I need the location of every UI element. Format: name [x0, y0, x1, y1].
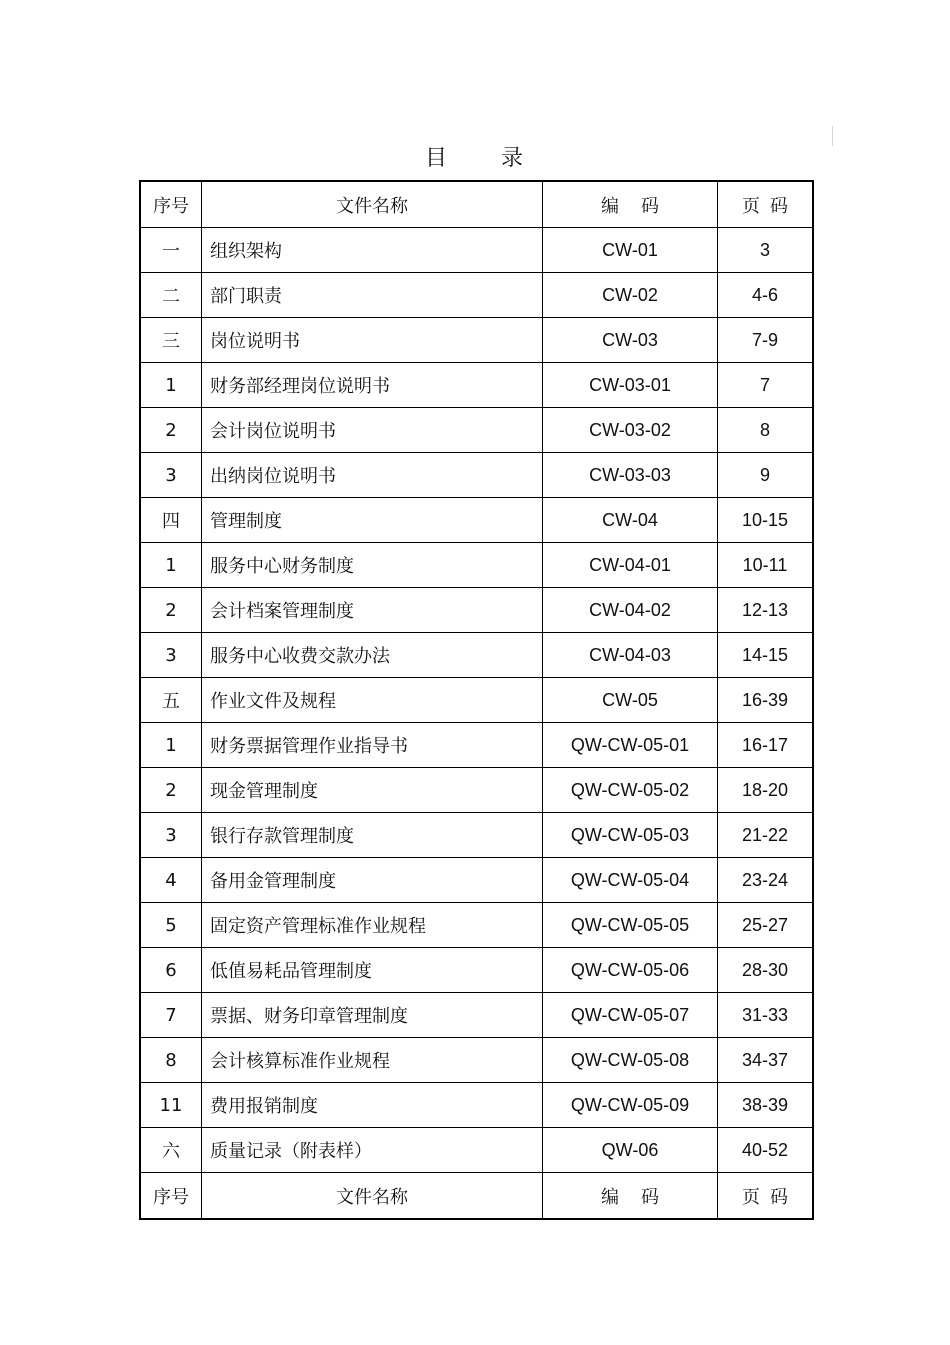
table-row: [140, 588, 813, 633]
header-name: 文件名称: [202, 181, 543, 228]
table-row: [140, 1128, 813, 1173]
row-code: QW-CW-05-06: [543, 948, 718, 993]
row-pages: 7-9: [718, 318, 814, 363]
row-code: CW-03-03: [543, 453, 718, 498]
row-pages: 40-52: [718, 1128, 814, 1173]
row-name: 现金管理制度: [202, 768, 543, 813]
title-char-1: 目: [424, 146, 449, 171]
row-name: 管理制度: [202, 498, 543, 543]
footer-code-b: 码: [641, 1186, 659, 1207]
row-pages: 3: [718, 228, 814, 273]
row-pages: 10-15: [718, 498, 814, 543]
table-header-row: [140, 181, 813, 228]
row-code: CW-03-01: [543, 363, 718, 408]
table-row: [140, 498, 813, 543]
row-name: 质量记录（附表样）: [202, 1128, 543, 1173]
table-row: [140, 543, 813, 588]
header-page: [718, 181, 814, 228]
table-of-contents: [139, 180, 814, 1220]
table-row: [140, 273, 813, 318]
table-row: [140, 813, 813, 858]
table-row: [140, 993, 813, 1038]
row-pages: 12-13: [718, 588, 814, 633]
row-code: QW-CW-05-02: [543, 768, 718, 813]
table-row: [140, 453, 813, 498]
table-row: [140, 408, 813, 453]
header-code: [543, 181, 718, 228]
row-name: 组织架构: [202, 228, 543, 273]
header-code-a: 编: [601, 195, 619, 216]
table-row: [140, 678, 813, 723]
row-code: CW-01: [543, 228, 718, 273]
row-name: 备用金管理制度: [202, 858, 543, 903]
row-pages: 25-27: [718, 903, 814, 948]
row-code: CW-02: [543, 273, 718, 318]
row-name: 低值易耗品管理制度: [202, 948, 543, 993]
row-no: 1: [140, 543, 202, 588]
table-row: [140, 948, 813, 993]
row-code: CW-05: [543, 678, 718, 723]
table-row: [140, 723, 813, 768]
title-char-2: 录: [501, 146, 526, 171]
row-no: 三: [140, 318, 202, 363]
row-no: 3: [140, 813, 202, 858]
row-pages: 7: [718, 363, 814, 408]
row-name: 作业文件及规程: [202, 678, 543, 723]
row-no: 5: [140, 903, 202, 948]
table-footer-row: [140, 1173, 813, 1220]
row-no: 四: [140, 498, 202, 543]
table-row: [140, 633, 813, 678]
row-no: 6: [140, 948, 202, 993]
row-no: 4: [140, 858, 202, 903]
row-name: 服务中心财务制度: [202, 543, 543, 588]
table-row: [140, 318, 813, 363]
row-pages: 31-33: [718, 993, 814, 1038]
row-name: 部门职责: [202, 273, 543, 318]
row-name: 票据、财务印章管理制度: [202, 993, 543, 1038]
row-no: 1: [140, 723, 202, 768]
footer-page-a: 页: [742, 1186, 760, 1207]
row-pages: 8: [718, 408, 814, 453]
row-no: 8: [140, 1038, 202, 1083]
row-no: 六: [140, 1128, 202, 1173]
row-code: CW-03: [543, 318, 718, 363]
row-no: 2: [140, 408, 202, 453]
row-name: 会计岗位说明书: [202, 408, 543, 453]
table-row: [140, 903, 813, 948]
row-code: CW-04-03: [543, 633, 718, 678]
row-pages: 14-15: [718, 633, 814, 678]
row-no: 2: [140, 588, 202, 633]
row-pages: 16-17: [718, 723, 814, 768]
row-pages: 38-39: [718, 1083, 814, 1128]
row-name: 出纳岗位说明书: [202, 453, 543, 498]
table-row: [140, 228, 813, 273]
row-code: CW-04: [543, 498, 718, 543]
row-code: QW-06: [543, 1128, 718, 1173]
row-pages: 18-20: [718, 768, 814, 813]
row-pages: 10-11: [718, 543, 814, 588]
header-page-a: 页: [742, 195, 760, 216]
table-row: [140, 768, 813, 813]
row-no: 一: [140, 228, 202, 273]
row-pages: 4-6: [718, 273, 814, 318]
table-row: [140, 1083, 813, 1128]
header-code-b: 码: [641, 195, 659, 216]
row-pages: 23-24: [718, 858, 814, 903]
row-no: 五: [140, 678, 202, 723]
row-name: 固定资产管理标准作业规程: [202, 903, 543, 948]
header-page-b: 码: [770, 195, 788, 216]
row-name: 财务票据管理作业指导书: [202, 723, 543, 768]
row-code: QW-CW-05-04: [543, 858, 718, 903]
row-no: 7: [140, 993, 202, 1038]
footer-code: [543, 1173, 718, 1220]
footer-page-b: 码: [770, 1186, 788, 1207]
row-pages: 16-39: [718, 678, 814, 723]
row-no: 2: [140, 768, 202, 813]
row-name: 服务中心收费交款办法: [202, 633, 543, 678]
table-row: [140, 1038, 813, 1083]
row-no: 11: [140, 1083, 202, 1128]
page-title: [0, 143, 950, 175]
row-no: 二: [140, 273, 202, 318]
footer-no: 序号: [140, 1173, 202, 1220]
row-name: 会计核算标准作业规程: [202, 1038, 543, 1083]
header-no: 序号: [140, 181, 202, 228]
row-pages: 28-30: [718, 948, 814, 993]
table-row: [140, 858, 813, 903]
row-pages: 21-22: [718, 813, 814, 858]
row-pages: 9: [718, 453, 814, 498]
row-name: 财务部经理岗位说明书: [202, 363, 543, 408]
footer-page: [718, 1173, 814, 1220]
footer-name: 文件名称: [202, 1173, 543, 1220]
row-no: 3: [140, 453, 202, 498]
row-no: 1: [140, 363, 202, 408]
row-code: QW-CW-05-07: [543, 993, 718, 1038]
row-code: QW-CW-05-09: [543, 1083, 718, 1128]
row-code: QW-CW-05-08: [543, 1038, 718, 1083]
row-no: 3: [140, 633, 202, 678]
row-name: 银行存款管理制度: [202, 813, 543, 858]
row-code: QW-CW-05-01: [543, 723, 718, 768]
row-code: QW-CW-05-05: [543, 903, 718, 948]
row-name: 会计档案管理制度: [202, 588, 543, 633]
row-code: CW-04-02: [543, 588, 718, 633]
row-name: 费用报销制度: [202, 1083, 543, 1128]
table-row: [140, 363, 813, 408]
row-code: CW-03-02: [543, 408, 718, 453]
row-pages: 34-37: [718, 1038, 814, 1083]
row-code: QW-CW-05-03: [543, 813, 718, 858]
row-code: CW-04-01: [543, 543, 718, 588]
row-name: 岗位说明书: [202, 318, 543, 363]
footer-code-a: 编: [601, 1186, 619, 1207]
